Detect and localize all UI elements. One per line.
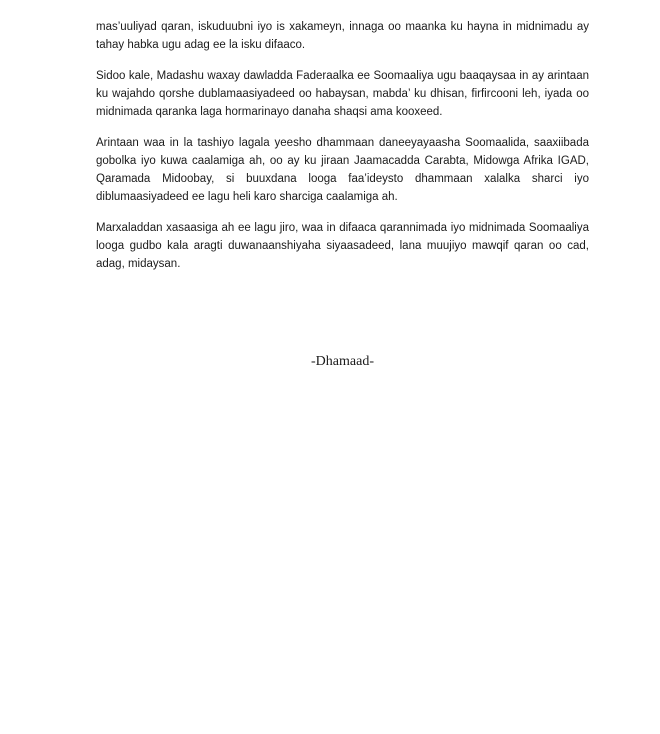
closing-marker: -Dhamaad- [311, 354, 374, 369]
paragraph-4: Marxaladdan xasaasiga ah ee lagu jiro, waa in difaaca qarannimada iyo midnimada Soomaaliya looga gudbo kala aragti duwanaanshiyaha siyaasadeed, lana muujiyo mawqif qaran oo cad, adag, midaysan. [96, 222, 589, 270]
paragraph-2: Sidoo kale, Madashu waxay dawladda Faderaalka ee Soomaaliya ugu baaqaysaa in ay arintaan ku wajahdo qorshe dublamaasiyadeed oo habaysan, mabda’ ku dhisan, firfircooni leh, iyada oo midnimada qaranka laga hormarinayo danaha shaqsi ama kooxeed. [96, 70, 589, 118]
paragraph-3: Arintaan waa in la tashiyo lagala yeesho dhammaan daneeyayaasha Soomaalida, saaxiibada gobolka iyo kuwa caalamiga ah, oo ay ku jiraan Jaamacadda Carabta, Midowga Afrika IGAD, Qaramada Midoobay, si buuxdana looga faa’ideysto dhammaan xalalka sharci iyo diblumaasiyadeed ee lagu heli karo sharciga caalamiga ah. [96, 137, 589, 203]
document-body [96, 18, 589, 371]
paragraph-1: mas’uuliyad qaran, iskuduubni iyo is xakameyn, innaga oo maanka ku hayna in midnimadu ay tahay habka ugu adag ee la isku difaaco. [96, 21, 589, 51]
